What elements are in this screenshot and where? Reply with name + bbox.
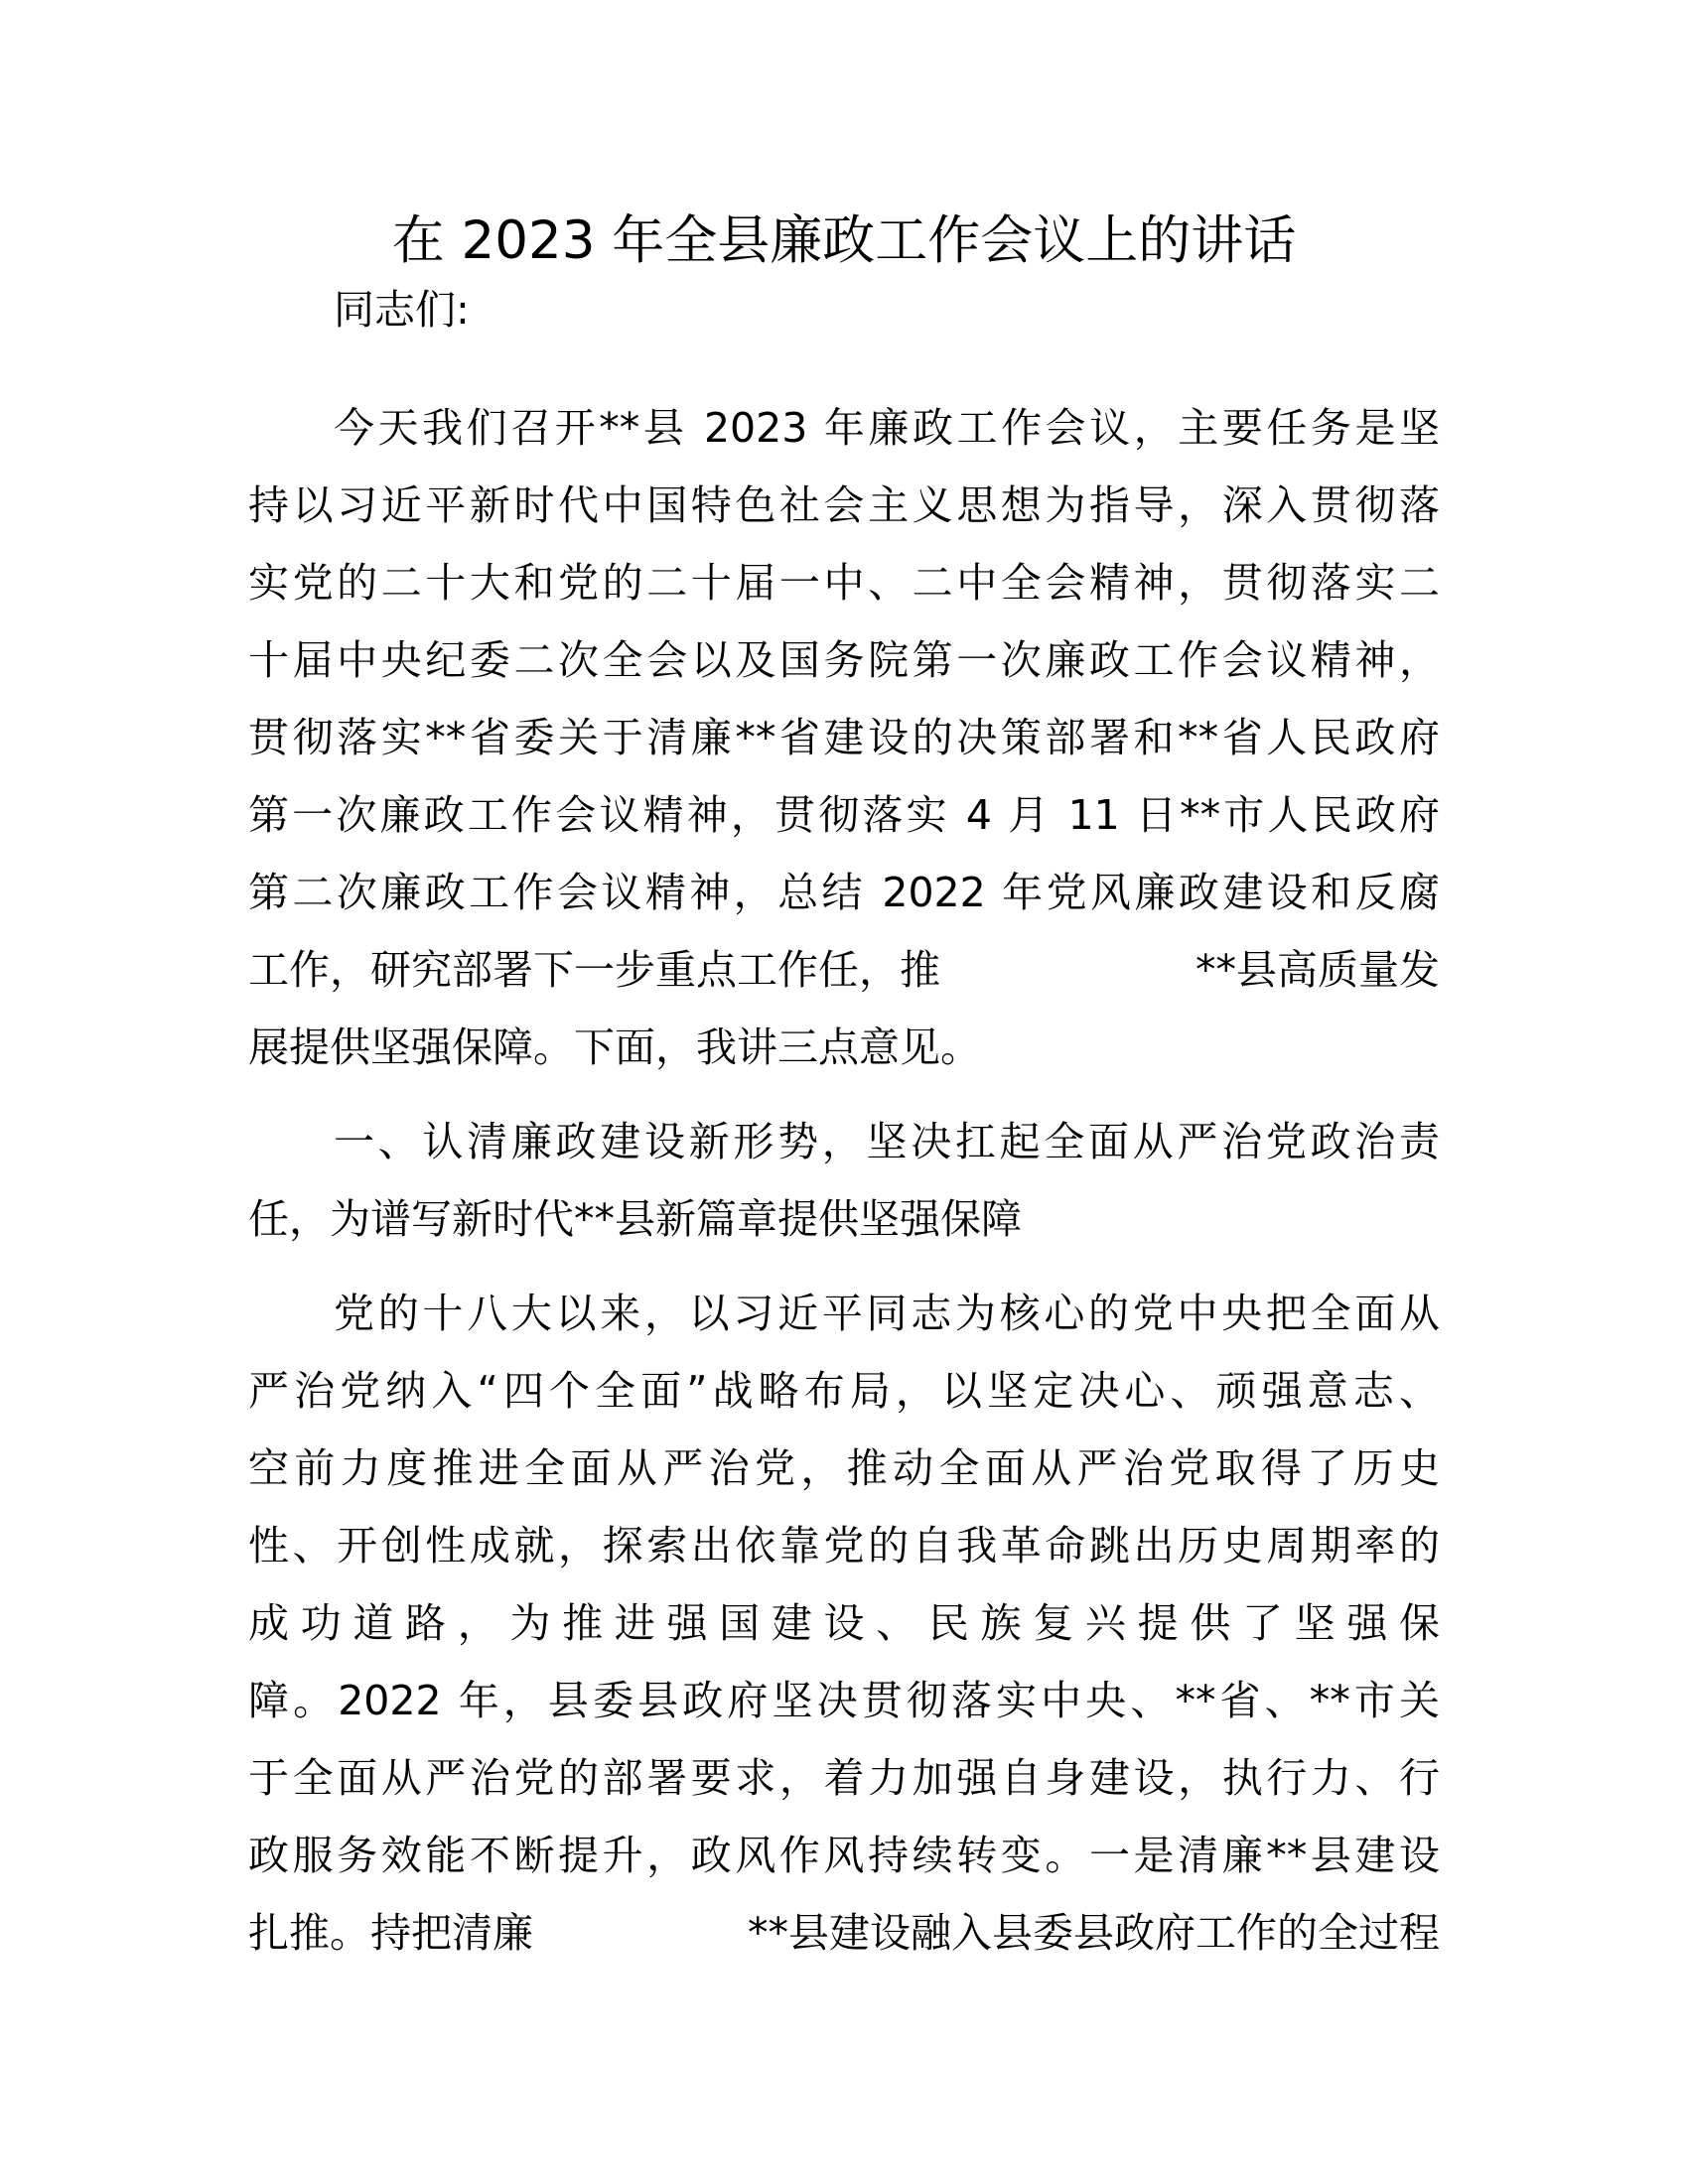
section-heading-line: 任，为谱写新时代**县新篇章提供坚强保障 bbox=[248, 1195, 1022, 1243]
paragraph-line: 性、开创性成就，探索出依靠党的自我革命跳出历史周期率的 bbox=[248, 1522, 1440, 1570]
paragraph-line: 展提供坚强保障。下面，我讲三点意见。 bbox=[248, 1024, 981, 1071]
line-right-segment: **县建设融入县委县政府工作的全过程 bbox=[748, 1909, 1440, 1957]
paragraph-line: 实党的二十大和党的二十届一中、二中全会精神，贯彻落实二 bbox=[248, 559, 1440, 607]
paragraph-line: 于全面从严治党的部署要求，着力加强自身建设，执行力、行 bbox=[248, 1754, 1440, 1802]
paragraph-line: 政服务效能不断提升，政风作风持续转变。一是清廉**县建设 bbox=[248, 1832, 1440, 1879]
line-left-segment: 扎推。持把清廉 bbox=[248, 1909, 533, 1957]
paragraph-line: 第一次廉政工作会议精神，贯彻落实 4 月 11 日**市人民政府 bbox=[248, 791, 1440, 839]
paragraph-line: 空前力度推进全面从严治党，推动全面从严治党取得了历史 bbox=[248, 1444, 1440, 1492]
paragraph-line: 十届中央纪委二次全会以及国务院第一次廉政工作会议精神， bbox=[248, 636, 1440, 684]
paragraph-line: 第二次廉政工作会议精神，总结 2022 年党风廉政建设和反腐 bbox=[248, 869, 1440, 916]
paragraph-line: 今天我们召开**县 2023 年廉政工作会议，主要任务是坚 bbox=[334, 404, 1440, 452]
paragraph-line: 党的十八大以来，以习近平同志为核心的党中央把全面从 bbox=[334, 1290, 1440, 1337]
line-left-segment: 工作，研究部署下一步重点工作任，推 bbox=[248, 946, 940, 994]
paragraph-line: 障。2022 年，县委县政府坚决贯彻落实中央、**省、**市关 bbox=[248, 1677, 1440, 1724]
section-heading-line: 一、认清廉政建设新形势，坚决扛起全面从严治党政治责 bbox=[334, 1118, 1440, 1165]
line-right-segment: **县高质量发 bbox=[1196, 946, 1440, 994]
paragraph-line: 成功道路，为推进强国建设、民族复兴提供了坚强保 bbox=[248, 1599, 1440, 1647]
document-title: 在 2023 年全县廉政工作会议上的讲话 bbox=[391, 210, 1297, 271]
salutation: 同志们: bbox=[334, 286, 470, 334]
paragraph-line: 持以习近平新时代中国特色社会主义思想为指导，深入贯彻落 bbox=[248, 481, 1440, 529]
paragraph-line: 严治党纳入“四个全面”战略布局，以坚定决心、顽强意志、 bbox=[248, 1367, 1440, 1415]
paragraph-line: 贯彻落实**省委关于清廉**省建设的决策部署和**省人民政府 bbox=[248, 714, 1440, 761]
